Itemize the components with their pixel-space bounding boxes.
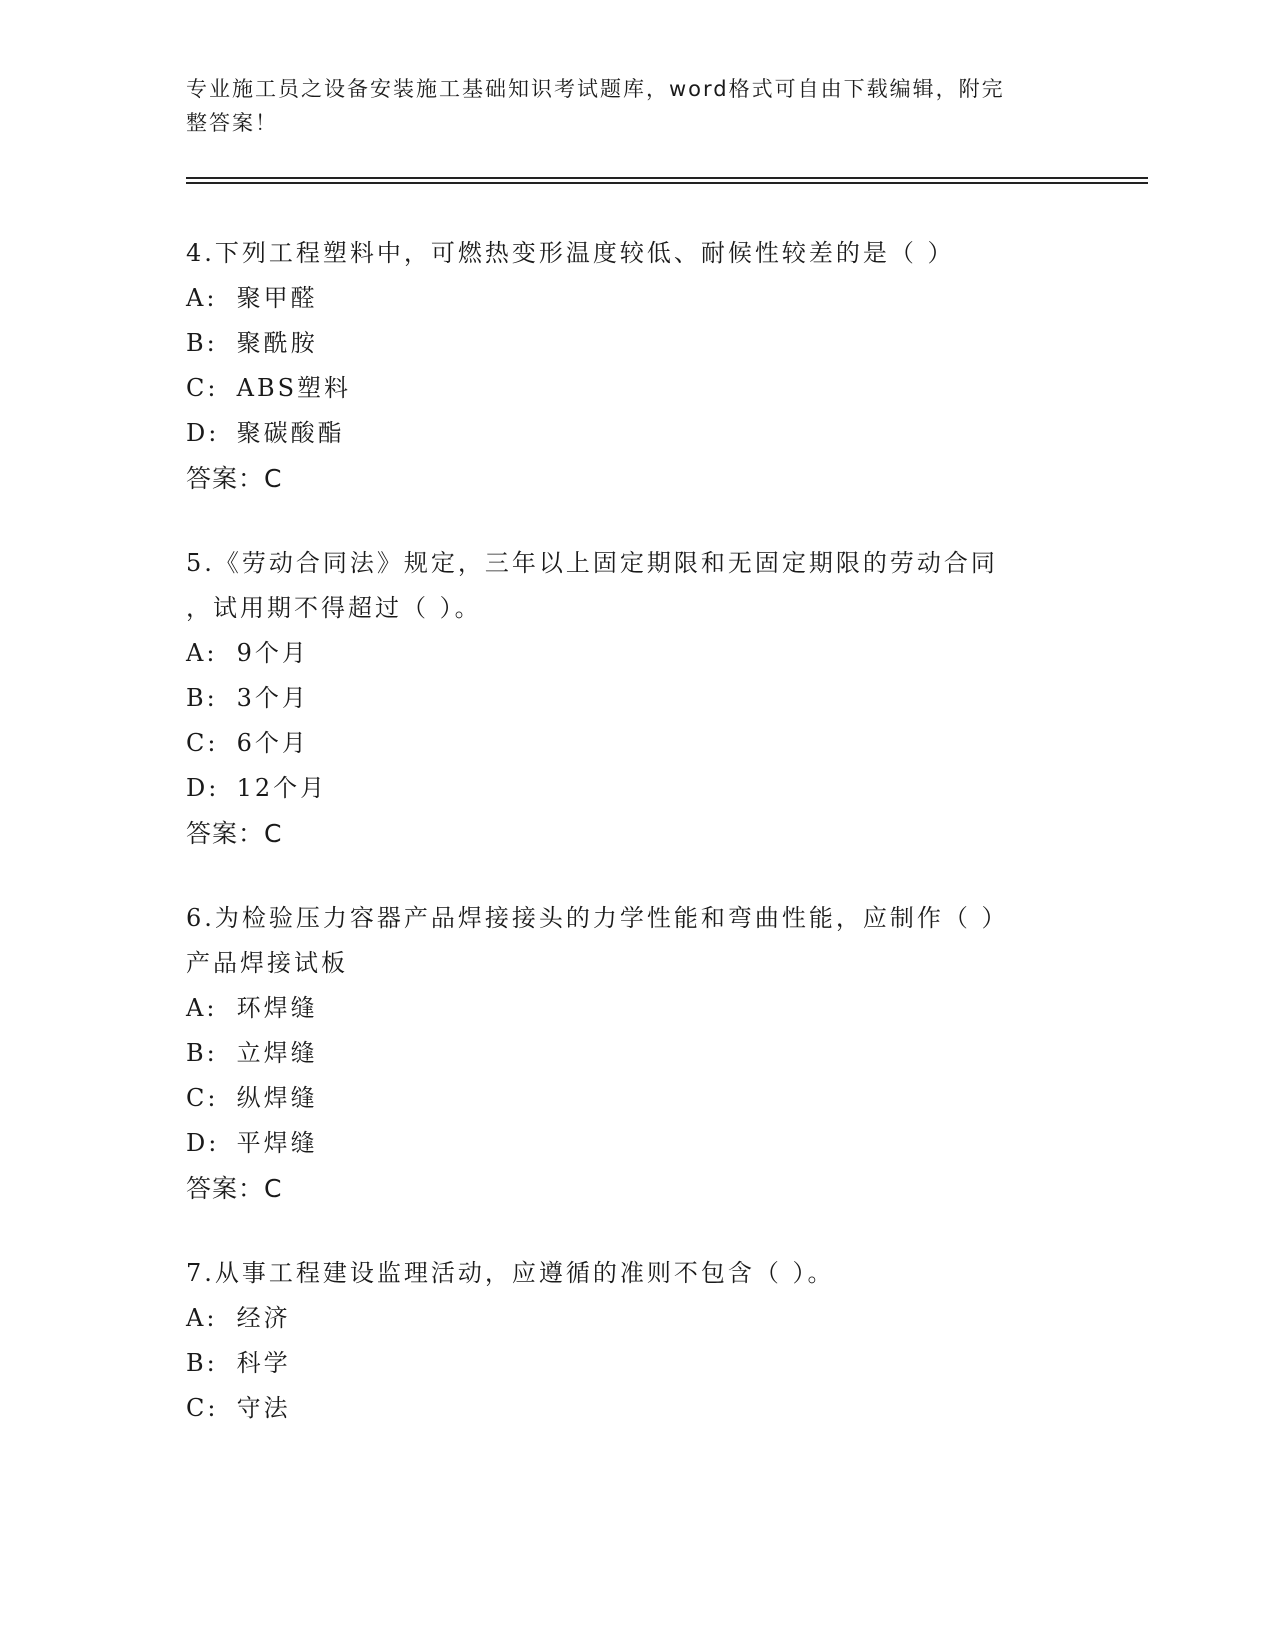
option-text: 环焊缝	[236, 994, 318, 1022]
question-5	[186, 541, 1086, 856]
option-a	[186, 631, 1086, 676]
option-b	[186, 676, 1086, 721]
option-key: B:	[186, 1349, 218, 1377]
option-a	[186, 1296, 1086, 1341]
option-text: 经济	[236, 1304, 291, 1332]
option-key: A:	[186, 994, 218, 1022]
option-key: C:	[186, 1394, 219, 1422]
header-divider-bottom	[186, 182, 1148, 184]
question-text-line-1: 6.为检验压力容器产品焊接接头的力学性能和弯曲性能，应制作（ ）	[186, 904, 1009, 932]
option-key: C:	[186, 729, 219, 757]
option-text: 12个月	[236, 774, 328, 802]
question-text-line-2: ，试用期不得超过（ ）。	[186, 594, 482, 622]
answer-line: 答案：C	[186, 819, 283, 848]
option-text: 纵焊缝	[236, 1084, 318, 1112]
question-6	[186, 896, 1086, 1211]
option-key: A:	[186, 1304, 218, 1332]
option-text: 6个月	[236, 729, 309, 757]
option-text: 聚碳酸酯	[236, 419, 345, 447]
option-text: 立焊缝	[236, 1039, 318, 1067]
option-c	[186, 366, 1086, 411]
question-text-line-2: 产品焊接试板	[186, 949, 348, 977]
option-key: A:	[186, 284, 218, 312]
option-c	[186, 1076, 1086, 1121]
option-key: D:	[186, 419, 220, 447]
question-text-line-1: 5.《劳动合同法》规定，三年以上固定期限和无固定期限的劳动合同	[186, 549, 998, 577]
option-text: ABS塑料	[236, 374, 352, 402]
option-key: A:	[186, 639, 218, 667]
option-key: B:	[186, 1039, 218, 1067]
option-text: 9个月	[236, 639, 309, 667]
header-divider-top	[186, 177, 1148, 179]
option-d	[186, 411, 1086, 456]
question-text: 4.下列工程塑料中，可燃热变形温度较低、耐候性较差的是（ ）	[186, 239, 955, 267]
option-c	[186, 1386, 1086, 1431]
option-text: 守法	[236, 1394, 291, 1422]
option-b	[186, 1031, 1086, 1076]
answer-line: 答案：C	[186, 464, 283, 493]
header-line-2: 整答案！	[186, 111, 278, 135]
option-a	[186, 986, 1086, 1031]
option-d	[186, 766, 1086, 811]
header-line-1: 专业施工员之设备安装施工基础知识考试题库，word格式可自由下载编辑，附完	[186, 77, 1005, 101]
option-key: B:	[186, 684, 218, 712]
option-d	[186, 1121, 1086, 1166]
question-4	[186, 231, 1086, 501]
question-7	[186, 1251, 1086, 1431]
option-text: 平焊缝	[236, 1129, 318, 1157]
option-text: 聚酰胺	[236, 329, 318, 357]
option-key: D:	[186, 1129, 220, 1157]
document-header	[186, 72, 1066, 140]
answer-line: 答案：C	[186, 1174, 283, 1203]
option-a	[186, 276, 1086, 321]
option-text: 科学	[236, 1349, 291, 1377]
option-b	[186, 321, 1086, 366]
option-c	[186, 721, 1086, 766]
option-key: C:	[186, 1084, 219, 1112]
option-key: C:	[186, 374, 219, 402]
question-text: 7.从事工程建设监理活动，应遵循的准则不包含（ ）。	[186, 1259, 835, 1287]
option-key: B:	[186, 329, 218, 357]
option-text: 聚甲醛	[236, 284, 318, 312]
question-list	[186, 231, 1086, 1471]
option-b	[186, 1341, 1086, 1386]
option-text: 3个月	[236, 684, 309, 712]
option-key: D:	[186, 774, 220, 802]
